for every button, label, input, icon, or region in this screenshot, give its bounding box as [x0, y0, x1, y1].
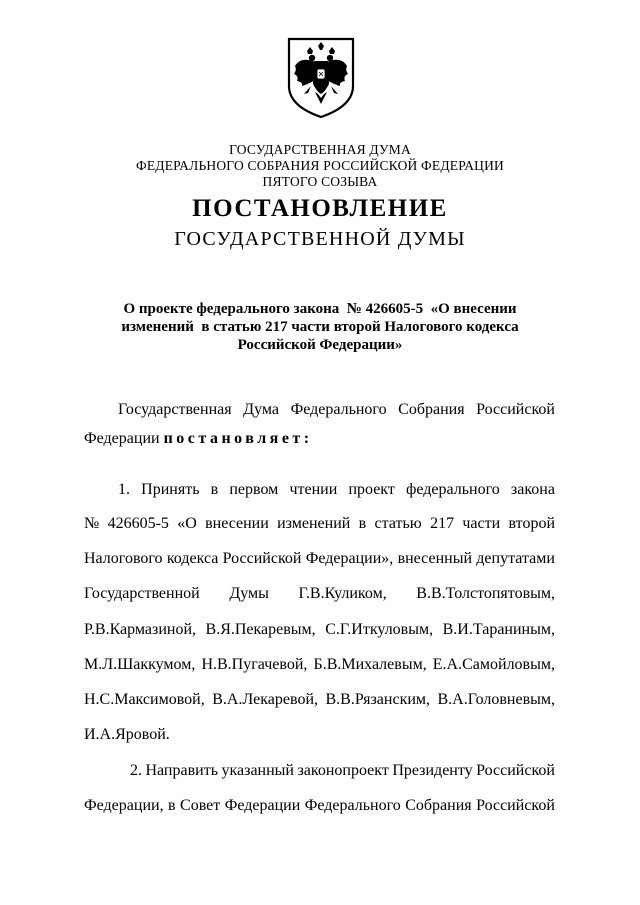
word: первом: [229, 481, 279, 498]
word: Федерации: [224, 797, 301, 814]
word: в: [168, 797, 176, 814]
word: внесении: [205, 515, 269, 532]
word: Российской: [476, 762, 555, 779]
word: «О: [177, 515, 197, 532]
word: Собрания: [398, 401, 465, 418]
item2-line-2: [84, 796, 555, 816]
item2-line-1: [130, 761, 555, 781]
word: кодекса: [166, 550, 219, 567]
item1-line-2: [84, 514, 555, 534]
item1-line-6: [84, 655, 555, 675]
word: 426605-5: [107, 515, 169, 532]
word: Собрания: [405, 797, 472, 814]
header-line-3: ПЯТОГО СОЗЫВА: [262, 174, 378, 189]
word: Б.В.Михалевым,: [313, 656, 427, 673]
word: В.Я.Пекаревым,: [205, 621, 316, 638]
word: Н.С.Максимовой,: [84, 691, 205, 708]
item1-line-4: [84, 584, 555, 604]
word: Совет: [180, 797, 221, 814]
word: Налогового: [84, 550, 163, 567]
word: №: [84, 515, 100, 532]
word: Г.В.Куликом,: [298, 585, 387, 602]
header-line-1: ГОСУДАРСТВЕННАЯ ДУМА: [229, 142, 411, 157]
word: закона: [510, 481, 555, 498]
preamble-prefix: Федерации: [84, 430, 164, 447]
word: В.А.Лекаревой,: [212, 691, 319, 708]
word: Президенту: [392, 762, 473, 779]
subject-line-3: Российской Федерации»: [237, 337, 403, 353]
word: Е.А.Самойловым,: [432, 656, 555, 673]
word: статью: [374, 515, 422, 532]
word: С.Г.Иткуловым,: [325, 621, 434, 638]
word: Федерации»,: [305, 550, 394, 567]
word: чтении: [289, 481, 338, 498]
word: в: [210, 481, 219, 498]
preamble-line-1: [118, 400, 555, 420]
preamble-line-2: [84, 429, 313, 449]
subject-line-1: О проекте федерального закона № 426605-5 «О внесении: [123, 301, 517, 317]
preamble-decree-word: постановляет:: [163, 430, 313, 447]
word: В.В.Толстопятовым,: [416, 585, 555, 602]
word: Государственная: [118, 401, 232, 418]
word: внесенный: [397, 550, 473, 567]
word: В.И.Тараниным,: [442, 621, 555, 638]
item1-line-8: И.А.Яровой.: [84, 726, 170, 743]
word: части: [462, 515, 501, 532]
word: изменений: [277, 515, 351, 532]
word: 217: [430, 515, 455, 532]
word: 2.: [130, 762, 142, 779]
word: В.В.Рязанским,: [325, 691, 431, 708]
subject-line-2: изменений в статью 217 части второй Налогового кодекса: [121, 319, 519, 335]
item1-line-5: [84, 620, 555, 640]
header-line-2: ФЕДЕРАЛЬНОГО СОБРАНИЯ РОССИЙСКОЙ ФЕДЕРАЦИИ: [136, 158, 504, 173]
word: Н.В.Пугачевой,: [201, 656, 308, 673]
word: М.Л.Шаккумом,: [84, 656, 196, 673]
item1-line-3: [84, 549, 555, 569]
word: Федерального: [304, 797, 401, 814]
word: Российской: [476, 401, 555, 418]
document-subtitle: ГОСУДАРСТВЕННОЙ ДУМЫ: [174, 228, 466, 250]
item1-line-7: [84, 690, 555, 710]
word: Государственной: [84, 585, 200, 602]
word: Российской: [222, 550, 302, 567]
document-title: ПОСТАНОВЛЕНИЕ: [192, 195, 448, 222]
word: второй: [508, 515, 555, 532]
word: указанный: [221, 762, 294, 779]
word: Принять: [141, 481, 200, 498]
word: Думы: [229, 585, 269, 602]
word: Р.В.Кармазиной,: [84, 621, 197, 638]
word: Российской: [476, 797, 555, 814]
word: Направить: [145, 762, 218, 779]
coat-of-arms-emblem: [285, 36, 357, 120]
word: Дума: [243, 401, 279, 418]
word: законопроект: [297, 762, 389, 779]
word: в: [358, 515, 367, 532]
word: Федерации,: [84, 797, 164, 814]
word: проект: [348, 481, 395, 498]
word: В.А.Головневым,: [437, 691, 555, 708]
word: Федерального: [290, 401, 387, 418]
word: федерального: [406, 481, 500, 498]
item1-line-1: [118, 480, 555, 500]
word: 1.: [118, 481, 130, 498]
word: депутатами: [476, 550, 555, 567]
